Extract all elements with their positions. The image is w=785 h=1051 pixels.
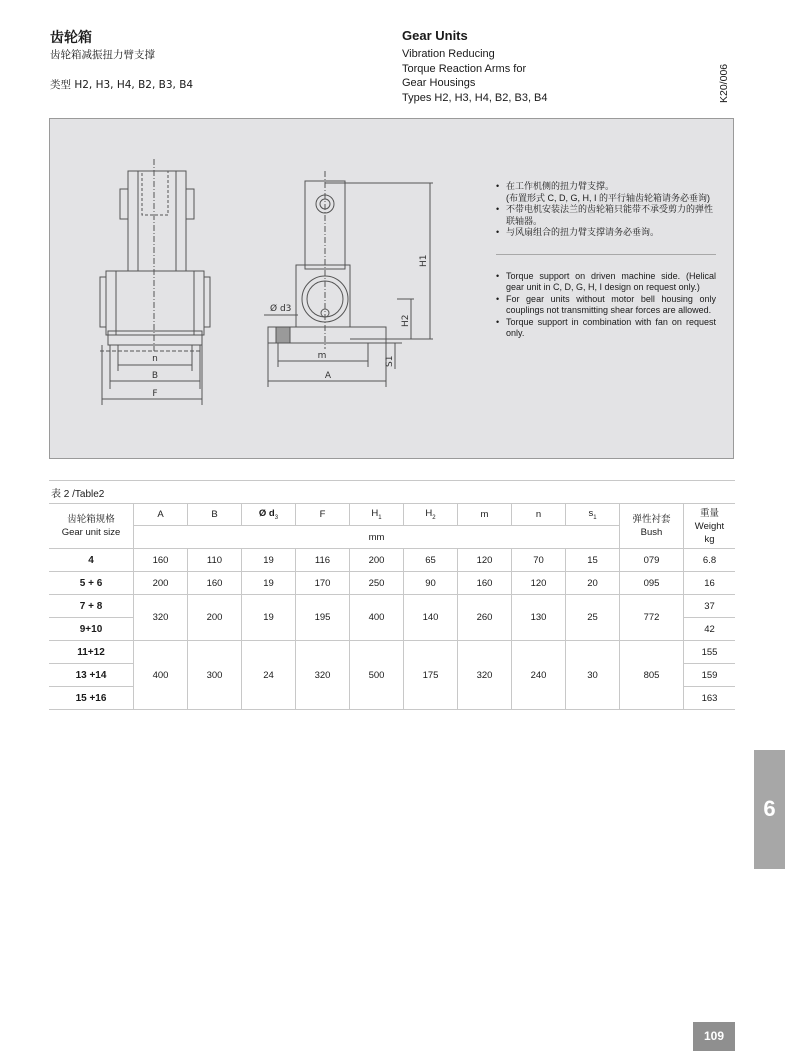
cell: 16 xyxy=(684,572,736,595)
cell: 805 xyxy=(620,641,684,710)
col-H1 xyxy=(350,504,404,526)
cell: 65 xyxy=(404,549,458,572)
cn-types: 类型 H2, H3, H4, B2, B3, B4 xyxy=(50,79,194,91)
en-subtitle-line: Torque Reaction Arms for xyxy=(402,62,527,75)
note-cn: • 不带电机安装法兰的齿轮箱只能带不承受剪力的弹性联轴器。 xyxy=(496,204,716,227)
dim-label-H2: H2 xyxy=(401,314,411,327)
cell: 160 xyxy=(188,572,242,595)
bush-header-cn: 弹性衬套 xyxy=(632,514,671,525)
dim-label-s1: S1 xyxy=(385,355,395,367)
col-H1-label: H xyxy=(371,508,379,520)
cell: 6.8 xyxy=(684,549,736,572)
cell: 079 xyxy=(620,549,684,572)
cell: 195 xyxy=(296,595,350,641)
cell: 140 xyxy=(404,595,458,641)
dim-label-F: F xyxy=(152,389,158,399)
table-row xyxy=(49,572,735,595)
col-H2-sub: 2 xyxy=(432,514,436,521)
cell: 500 xyxy=(350,641,404,710)
col-H1-sub: 1 xyxy=(378,514,382,521)
cell: 116 xyxy=(296,549,350,572)
note-en: • Torque support on driven machine side. (Helical gear unit in C, D, G, H, I design on request only.) xyxy=(496,271,716,294)
cell-size: 11+12 xyxy=(49,641,134,664)
note-en: • For gear units without motor bell housing only couplings not transmitting shear forces are allowed. xyxy=(496,294,716,317)
weight-header-cn: 重量 xyxy=(699,507,719,519)
weight-header-unit: kg xyxy=(704,533,715,545)
cell: 772 xyxy=(620,595,684,641)
chapter-number: 6 xyxy=(763,796,776,821)
cell: 159 xyxy=(684,664,736,687)
cell: 20 xyxy=(566,572,620,595)
notes-cn xyxy=(496,181,716,239)
cell: 30 xyxy=(566,641,620,710)
col-F: F xyxy=(296,504,350,526)
cell: 400 xyxy=(134,641,188,710)
cell: 90 xyxy=(404,572,458,595)
size-header-cn: 齿轮箱规格 xyxy=(67,514,115,525)
col-d3 xyxy=(242,504,296,526)
cell: 240 xyxy=(512,641,566,710)
dim-label-n: n xyxy=(152,354,158,364)
col-s1-sub: 1 xyxy=(593,514,597,521)
cell-size: 5 + 6 xyxy=(49,572,134,595)
cell: 320 xyxy=(458,641,512,710)
cell: 110 xyxy=(188,549,242,572)
cell: 095 xyxy=(620,572,684,595)
cell: 120 xyxy=(458,549,512,572)
cell: 163 xyxy=(684,687,736,710)
en-title: Gear Units xyxy=(402,28,468,43)
en-subtitle-line: Types H2, H3, H4, B2, B3, B4 xyxy=(402,91,548,104)
cell: 175 xyxy=(404,641,458,710)
notes-en xyxy=(496,271,716,340)
cell: 19 xyxy=(242,549,296,572)
cell: 120 xyxy=(512,572,566,595)
size-header xyxy=(49,504,134,549)
cell-size: 13 +14 xyxy=(49,664,134,687)
size-header-en: Gear unit size xyxy=(61,527,121,538)
en-subtitle xyxy=(402,47,548,105)
cell: 37 xyxy=(684,595,736,618)
cell: 19 xyxy=(242,572,296,595)
cell: 170 xyxy=(296,572,350,595)
cell: 160 xyxy=(458,572,512,595)
col-B: B xyxy=(188,504,242,526)
dim-label-m: m xyxy=(317,351,327,361)
cell: 200 xyxy=(350,549,404,572)
note-en: • Torque support in combination with fan on request only. xyxy=(496,317,716,340)
cell: 42 xyxy=(684,618,736,641)
cell: 160 xyxy=(134,549,188,572)
note-cn: • 与风扇组合的扭力臂支撑请务必垂询。 xyxy=(496,227,716,239)
en-subtitle-line: Gear Housings xyxy=(402,77,476,89)
cell: 300 xyxy=(188,641,242,710)
col-s1 xyxy=(566,504,620,526)
col-d3-label: Ø d xyxy=(258,508,275,520)
cell-size: 9+10 xyxy=(49,618,134,641)
page-number: 109 xyxy=(693,1022,735,1051)
chapter-tab xyxy=(754,750,785,869)
col-m: m xyxy=(458,504,512,526)
table-caption: 表 2 /Table2 xyxy=(49,481,735,504)
notes-divider xyxy=(496,254,716,255)
figure-panel xyxy=(49,118,734,459)
cell: 24 xyxy=(242,641,296,710)
dim-label-H1: H1 xyxy=(419,254,429,267)
col-s1-label: s xyxy=(588,508,594,520)
weight-header-en: Weight xyxy=(694,520,725,532)
cell: 70 xyxy=(512,549,566,572)
cell: 320 xyxy=(134,595,188,641)
note-cn: • 在工作机侧的扭力臂支撑。 (布置形式 C, D, G, H, I 的平行轴齿轮箱请务必垂询) xyxy=(496,181,716,204)
bush-header-en: Bush xyxy=(640,527,663,538)
table-row xyxy=(49,641,735,664)
dim-label-d3: Ø d3 xyxy=(270,304,292,314)
cell: 15 xyxy=(566,549,620,572)
col-H2-label: H xyxy=(425,508,433,520)
cell-size: 7 + 8 xyxy=(49,595,134,618)
bush-header xyxy=(620,504,684,549)
cell-size: 15 +16 xyxy=(49,687,134,710)
doc-code: K20/006 xyxy=(718,63,730,103)
cell: 400 xyxy=(350,595,404,641)
cn-subtitle: 齿轮箱减振扭力臂支撑 xyxy=(50,49,155,61)
cell-size: 4 xyxy=(49,549,134,572)
en-subtitle-line: Vibration Reducing xyxy=(402,48,495,60)
cell: 19 xyxy=(242,595,296,641)
col-A: A xyxy=(134,504,188,526)
dim-label-A: A xyxy=(324,371,332,381)
col-H2 xyxy=(404,504,458,526)
cell: 200 xyxy=(134,572,188,595)
weight-header xyxy=(684,504,736,549)
dimension-table xyxy=(49,480,735,710)
table-row xyxy=(49,549,735,572)
cell: 250 xyxy=(350,572,404,595)
cell: 25 xyxy=(566,595,620,641)
cell: 200 xyxy=(188,595,242,641)
unit-mm: mm xyxy=(134,526,620,549)
cell: 155 xyxy=(684,641,736,664)
col-d3-sub: 3 xyxy=(274,514,279,521)
cell: 130 xyxy=(512,595,566,641)
cell: 260 xyxy=(458,595,512,641)
cell: 320 xyxy=(296,641,350,710)
dim-label-B: B xyxy=(151,371,159,381)
notes xyxy=(496,181,716,340)
cn-title: 齿轮箱 xyxy=(50,30,92,46)
table-row xyxy=(49,595,735,618)
col-n: n xyxy=(512,504,566,526)
